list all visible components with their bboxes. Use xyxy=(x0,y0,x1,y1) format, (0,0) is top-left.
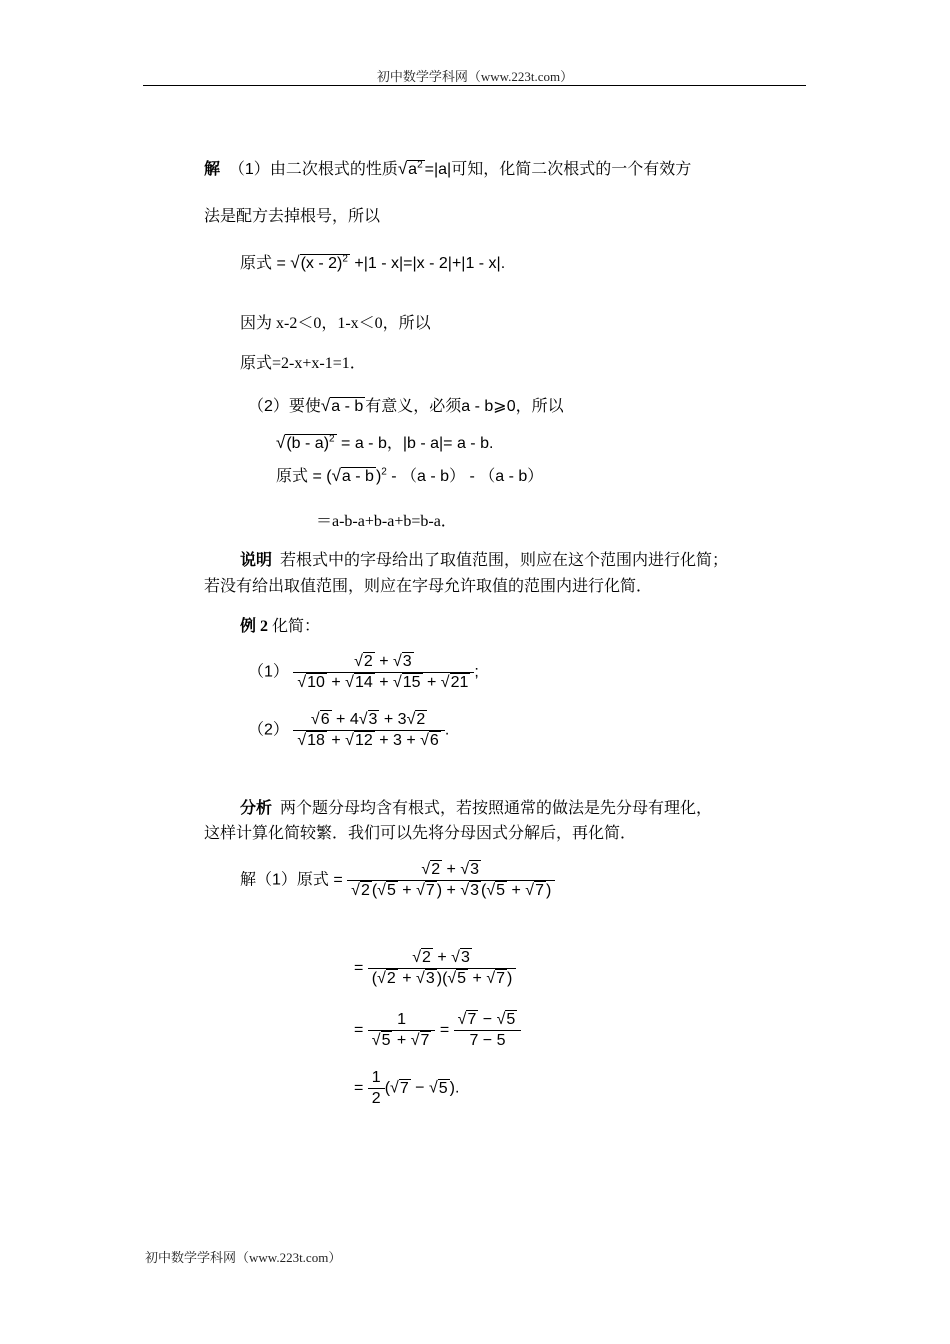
solution-step-1: 解（1）原式 = $\frac{√2 + √3}{√2 (√5 + √7 ) + √3 (√5 + √7 )}$ xyxy=(240,860,555,901)
solution-label: 解 xyxy=(204,161,221,178)
because-line: 因为 x-2＜0，1-x＜0，所以 xyxy=(240,315,431,332)
solution-step-2: = $\frac{√2 + √3}{(√2 + √3 )(√5 + √7 )}$ xyxy=(354,948,516,989)
text: =|a|可知，化简二次根式的一个有效方 xyxy=(424,161,692,178)
solution-step-3: = $\frac{1}{√5 + √7}$ = $\frac{√7 - √5}{7 - 5}$ xyxy=(354,1010,521,1051)
solution-line-2: 法是配方去掉根号，所以 xyxy=(204,208,381,225)
page-footer: 初中数学学科网（www.223t.com） xyxy=(145,1250,342,1265)
equation-1: 原式 = √(x - 2)$^2$ +|1 - x|=|x - 2|+|1 - x|. xyxy=(240,253,506,272)
exercise-2: （2） $\frac{√6 + 4√3 + 3√2}{√18 + √12 + 3 + √6}$ . xyxy=(248,711,450,749)
note-line-2: 若没有给出取值范围，则应在字母允许取值的范围内进行化简． xyxy=(204,578,653,595)
equation-4: ＝a-b-a+b-a+b=b-a． xyxy=(316,513,457,530)
solution-line-1: 解 （1）由二次根式的性质$√a^2 =|a|$可知，化简二次根式的一个有效方 xyxy=(204,159,692,178)
part2-line: （2）要使√a - b 有意义，必须a - b⩾0，所以 xyxy=(248,396,564,415)
result-line-1: 原式=2-x+x-1=1． xyxy=(240,355,366,372)
analysis-line-2: 这样计算化简较繁．我们可以先将分母因式分解后，再化简． xyxy=(204,825,637,842)
part-label: （1） xyxy=(228,161,270,178)
example-heading: 例 2 化简： xyxy=(240,618,321,635)
exercise-1: （1） $\frac{√2 + √3}{√10 + √14 + √15 + √21}$ ; xyxy=(248,653,479,691)
equation-2: √(b - a)$^2$ = a - b，|b - a|= a - b. xyxy=(276,433,494,452)
analysis-line-1: 分析 两个题分母均含有根式，若按照通常的做法是先分母有理化， xyxy=(240,800,713,817)
equation-3: 原式 = (√a - b )$^2$ - （a - b） - （a - b） xyxy=(276,466,544,485)
text: 由二次根式的性质 xyxy=(269,161,398,178)
solution-step-4: = $\frac{1}{2}$ (√7 − √5 ). xyxy=(354,1069,460,1107)
page-header: 初中数学学科网（www.223t.com） xyxy=(376,69,574,84)
header-rule xyxy=(143,85,806,86)
note-line-1: 说明 若根式中的字母给出了取值范围，则应在这个范围内进行化简； xyxy=(240,552,729,569)
